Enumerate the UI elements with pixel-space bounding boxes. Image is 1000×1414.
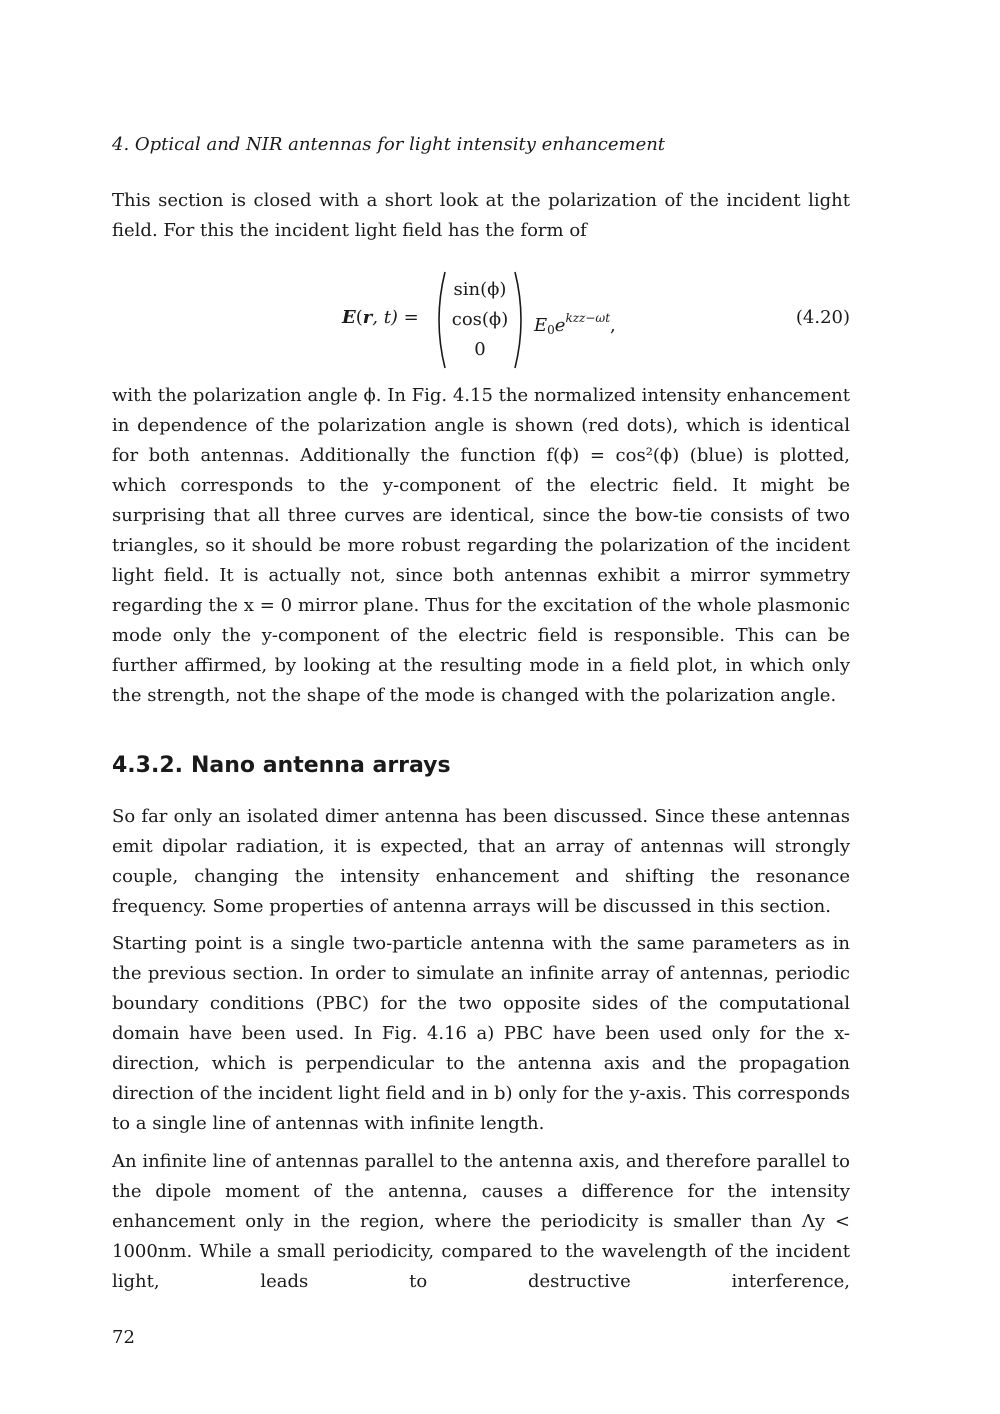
paragraph-infinite-line: An infinite line of antennas parallel to the antenna axis, and therefore parallel to the dipole moment of the antenna, causes a difference for the intensity enhancement only in the region, where the periodicity is smaller than Λy < 1000nm. While a small periodicity, compared to the wavelength of the incident light, leads to destructive interference, (112, 1151, 850, 1292)
section-number: 4.3.2. (112, 753, 183, 778)
running-head: 4. Optical and NIR antennas for light intensity enhancement (112, 134, 666, 155)
polarization-vector (434, 270, 526, 370)
paragraph-polarization-discussion: with the polarization angle ϕ. In Fig. 4.15 the normalized intensity enhancement in dependence of the polarization angle is shown (red dots), which is identical for both antennas. Additionally the function f(ϕ) = cos²(ϕ) (blue) is plotted, which corresponds to the y-component of the electric field. It might be surprising that all three curves are identical, since the bow-tie consists of two triangles, so it should be more robust regarding the polarization of the incident light field. It is actually not, since both antennas exhibit a mirror symmetry regarding the x = 0 mirror plane. Thus for the excitation of the whole plasmonic mode only the y-component of the electric field is responsible. This can be further affirmed, by looking at the resulting mode in a field plot, in which only the strength, not the shape of the mode is changed with the polarization angle. (112, 385, 850, 706)
symbol-r: r (362, 307, 373, 328)
vector-x-component: sin(ϕ) (453, 279, 507, 300)
equation-number: (4.20) (795, 307, 850, 328)
equation-4-20 (112, 270, 850, 370)
vector-z-component: 0 (474, 339, 486, 360)
right-parenthesis (514, 270, 526, 370)
equation-lhs: E(r, t) = (342, 307, 419, 328)
section-heading (112, 751, 451, 781)
equation-rhs: $E_0e^{kzz-\omega t}$, (534, 311, 616, 337)
left-parenthesis (434, 270, 446, 370)
paragraph-arrays-intro: So far only an isolated dimer antenna has been discussed. Since these antennas emit dipolar radiation, it is expected, that an array of antennas will strongly couple, changing the intensity enhancement and shifting the resonance frequency. Some properties of antenna arrays will be discussed in this section. (112, 806, 850, 917)
paragraph-polarization-intro: This section is closed with a short look at the polarization of the incident light field. For this the incident light field has the form of (112, 190, 850, 241)
paragraph-pbc-setup: Starting point is a single two-particle antenna with the same parameters as in the previous section. In order to simulate an infinite array of antennas, periodic boundary conditions (PBC) for the two opposite sides of the computational domain have been used. In Fig. 4.16 a) PBC have been used only for the x-direction, which is perpendicular to the antenna axis and the propagation direction of the incident light field and in b) only for the y-axis. This corresponds to a single line of antennas with infinite length. (112, 933, 850, 1134)
symbol-E: E (342, 307, 356, 328)
vector-y-component: cos(ϕ) (451, 309, 509, 330)
page-number: 72 (112, 1327, 135, 1348)
section-title: Nano antenna arrays (191, 753, 451, 778)
